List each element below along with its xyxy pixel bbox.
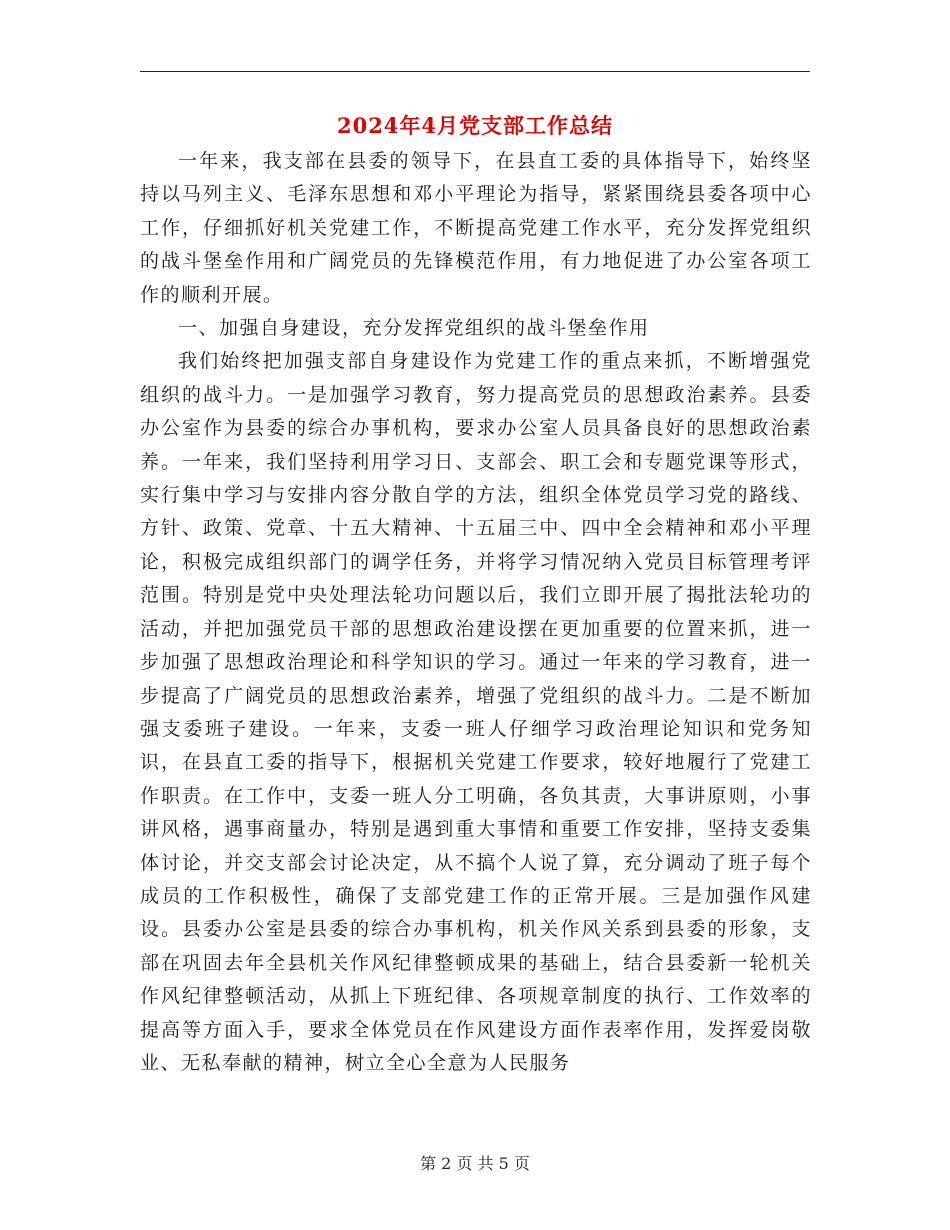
document-title: 2024年4月党支部工作总结 bbox=[336, 113, 614, 138]
page-number: 第 2 页 共 5 页 bbox=[420, 1154, 530, 1173]
header-rule bbox=[140, 71, 810, 72]
paragraph-intro: 一年来，我支部在县委的领导下，在县直工委的具体指导下，始终坚持以马列主义、毛泽东思想和邓小平理论为指导，紧紧围绕县委各项中心工作，仔细抓好机关党建工作，不断提高党建工作水平，充分发挥党组织的战斗堡垒作用和广阔党员的先锋模范作用，有力地促进了办公室各项工作的顺利开展。 bbox=[140, 150, 812, 306]
paragraph-section-1: 我们始终把加强支部自身建设作为党建工作的重点来抓，不断增强党组织的战斗力。一是加强学习教育，努力提高党员的思想政治素养。县委办公室作为县委的综合办事机构，要求办公室人员具备良好的思想政治素养。一年来，我们坚持利用学习日、支部会、职工会和专题党课等形式，实行集中学习与安排内容分散自学的方法，组织全体党员学习党的路线、方针、政策、党章、十五大精神、十五届三中、四中全会精神和邓小平理论，积极完成组织部门的调学任务，并将学习情况纳入党员目标管理考评范围。特别是党中央处理法轮功问题以后，我们立即开展了揭批法轮功的活动，并把加强党员干部的思想政治建设摆在更加重要的位置来抓，进一步加强了思想政治理论和科学知识的学习。通过一年来的学习教育，进一步提高了广阔党员的思想政治素养，增强了党组织的战斗力。二是不断加强支委班子建设。一年来，支委一班人仔细学习政治理论知识和党务知识，在县直工委的指导下，根据机关党建工作要求，较好地履行了党建工作职责。在工作中，支委一班人分工明确，各负其责，大事讲原则，小事讲风格，遇事商量办，特别是遇到重大事情和重要工作安排，坚持支委集体讨论，并交支部会讨论决定，从不搞个人说了算，充分调动了班子每个成员的工作积极性，确保了支部党建工作的正常开展。三是加强作风建设。县委办公室是县委的综合办事机构，机关作风关系到县委的形象，支部在巩固去年全县机关作风纪律整顿成果的基础上，结合县委新一轮机关作风纪律整顿活动，从抓上下班纪律、各项规章制度的执行、工作效率的提高等方面入手，要求全体党员在作风建设方面作表率作用，发挥爱岗敬业、无私奉献的精神，树立全心全意为人民服务 bbox=[140, 350, 812, 1074]
document-body bbox=[140, 145, 812, 1080]
section-heading: 一、加强自身建设，充分发挥党组织的战斗堡垒作用 bbox=[178, 317, 650, 340]
